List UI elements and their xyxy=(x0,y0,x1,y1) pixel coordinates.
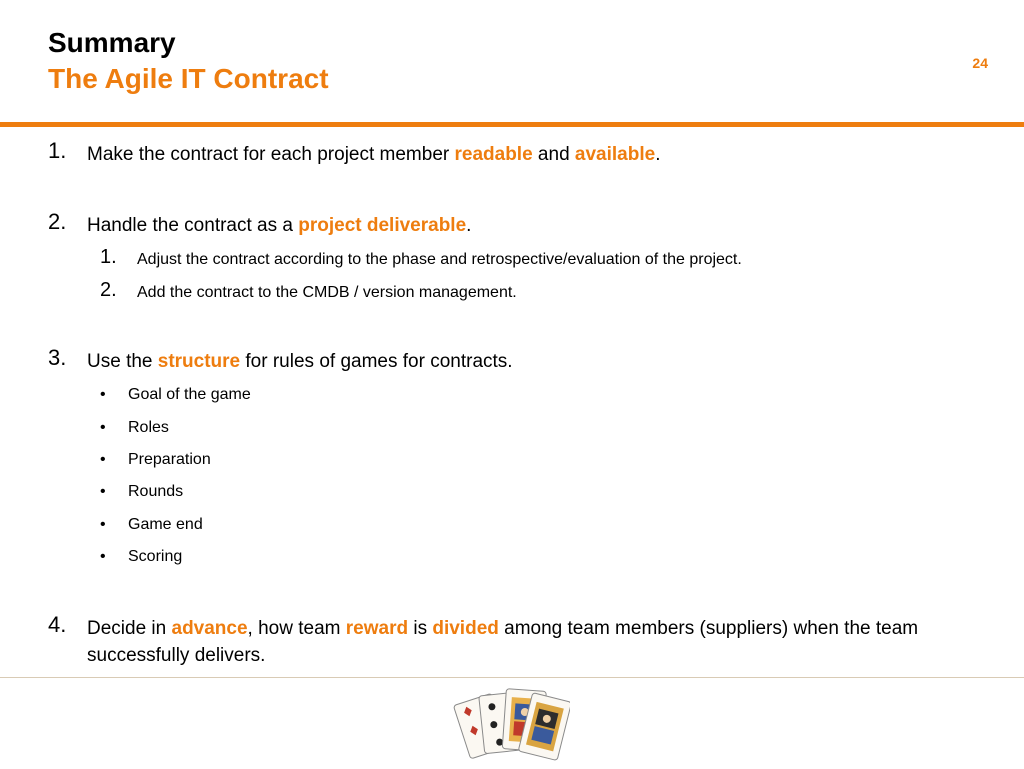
slide-subtitle: The Agile IT Contract xyxy=(48,63,329,94)
highlight-structure: structure xyxy=(157,351,241,372)
text-segment: among team members (suppliers) when the team successfully delivers. xyxy=(87,618,919,666)
bullet-icon: • xyxy=(100,516,106,533)
text-segment: . xyxy=(466,215,472,236)
highlight-project-deliverable: project deliverable xyxy=(298,215,467,236)
bullet-text: Preparation xyxy=(128,451,211,468)
sub-number: 1. xyxy=(100,246,117,268)
bullet-icon: • xyxy=(100,451,106,468)
list-number: 4. xyxy=(48,612,67,637)
bullet-text: Game end xyxy=(128,516,203,533)
highlight-divided: divided xyxy=(432,618,499,639)
bullet-text: Rounds xyxy=(128,483,184,500)
sub-item-text: Add the contract to the CMDB / version management. xyxy=(137,284,517,301)
bullet-icon: • xyxy=(100,386,106,403)
list-item-text xyxy=(87,348,997,375)
bullet-icon: • xyxy=(100,548,106,565)
playing-cards-graphic xyxy=(452,684,570,764)
text-segment: Decide in xyxy=(87,618,172,639)
highlight-available: available xyxy=(574,144,656,165)
text-segment: , how team xyxy=(247,618,346,639)
list-number: 2. xyxy=(48,209,67,234)
bullet-text: Goal of the game xyxy=(128,386,251,403)
text-segment: Make the contract for each project member xyxy=(87,144,455,165)
highlight-reward: reward xyxy=(345,618,409,639)
bullet-text: Scoring xyxy=(128,548,183,565)
text-segment: is xyxy=(408,618,433,639)
sub-number: 2. xyxy=(100,279,117,301)
slide-title: Summary xyxy=(48,27,176,58)
text-segment: . xyxy=(655,144,661,165)
highlight-advance: advance xyxy=(171,618,248,639)
text-segment: and xyxy=(532,144,575,165)
bullet-icon: • xyxy=(100,483,106,500)
playing-cards-icon xyxy=(452,684,570,764)
page-number: 24 xyxy=(972,55,988,71)
text-segment: for rules of games for contracts. xyxy=(240,351,513,372)
bullet-text: Roles xyxy=(128,419,169,436)
text-segment: Use the xyxy=(87,351,158,372)
text-segment: Handle the contract as a xyxy=(87,215,299,236)
list-item-text xyxy=(87,615,997,669)
list-item-text xyxy=(87,141,997,168)
header-divider xyxy=(0,122,1024,127)
list-number: 1. xyxy=(48,138,67,163)
list-number: 3. xyxy=(48,345,67,370)
list-item-text xyxy=(87,212,997,239)
highlight-readable: readable xyxy=(454,144,533,165)
bullet-icon: • xyxy=(100,419,106,436)
footer-divider xyxy=(0,677,1024,678)
sub-item-text: Adjust the contract according to the phase and retrospective/evaluation of the project. xyxy=(137,251,742,268)
